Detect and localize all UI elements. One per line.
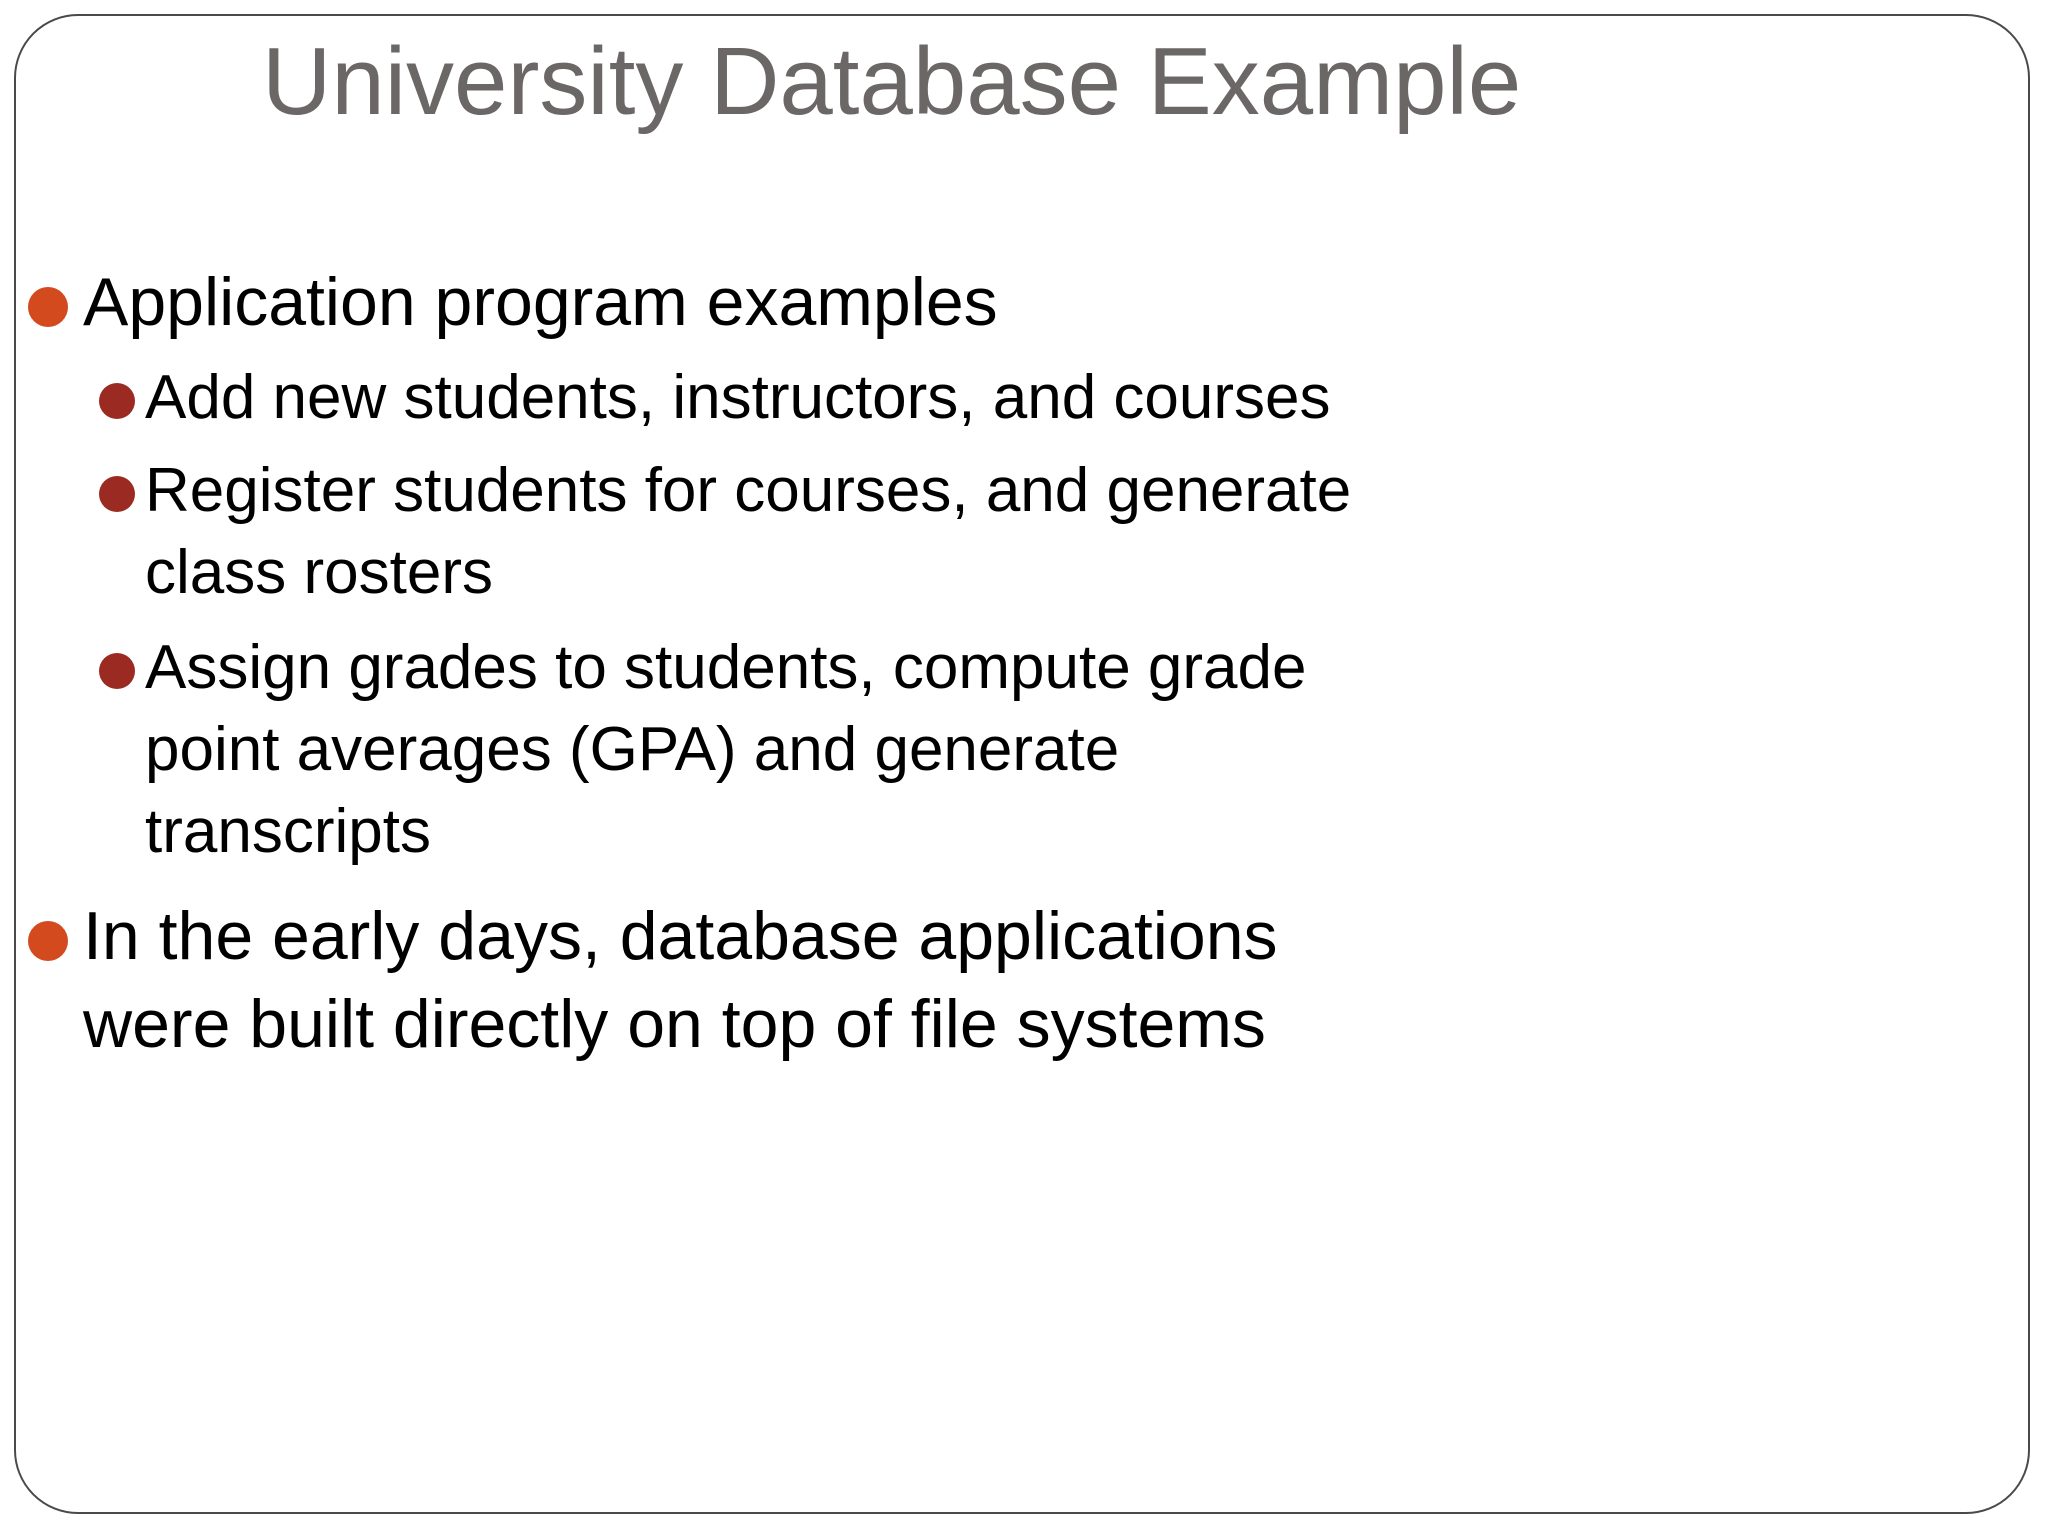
sub-bullet-dot-icon — [99, 383, 135, 419]
bullet-text-line-1: In the early days, database applications — [83, 898, 1278, 974]
bullet-application-program-examples — [83, 258, 998, 346]
sub-bullet-dot-icon — [99, 653, 135, 689]
sub-bullet-dot-icon — [99, 476, 135, 512]
sub-bullet-register-students — [145, 450, 1351, 614]
sub-bullet-text: Add new students, instructors, and courses — [145, 363, 1331, 432]
bullet-early-days — [83, 892, 1278, 1068]
sub-bullet-text-line-2: class rosters — [145, 538, 493, 607]
sub-bullet-assign-grades — [145, 627, 1306, 873]
sub-bullet-text-line-1: Assign grades to students, compute grade — [145, 633, 1307, 702]
bullet-dot-icon — [28, 287, 68, 327]
slide-title: University Database Example — [262, 28, 1522, 135]
bullet-text: Application program examples — [83, 264, 998, 340]
sub-bullet-text-line-3: transcripts — [145, 797, 431, 866]
bullet-dot-icon — [28, 921, 68, 961]
sub-bullet-text-line-1: Register students for courses, and generate — [145, 456, 1352, 525]
sub-bullet-text-line-2: point averages (GPA) and generate — [145, 715, 1120, 784]
sub-bullet-add-new — [145, 357, 1331, 439]
bullet-text-line-2: were built directly on top of file systems — [83, 986, 1266, 1062]
